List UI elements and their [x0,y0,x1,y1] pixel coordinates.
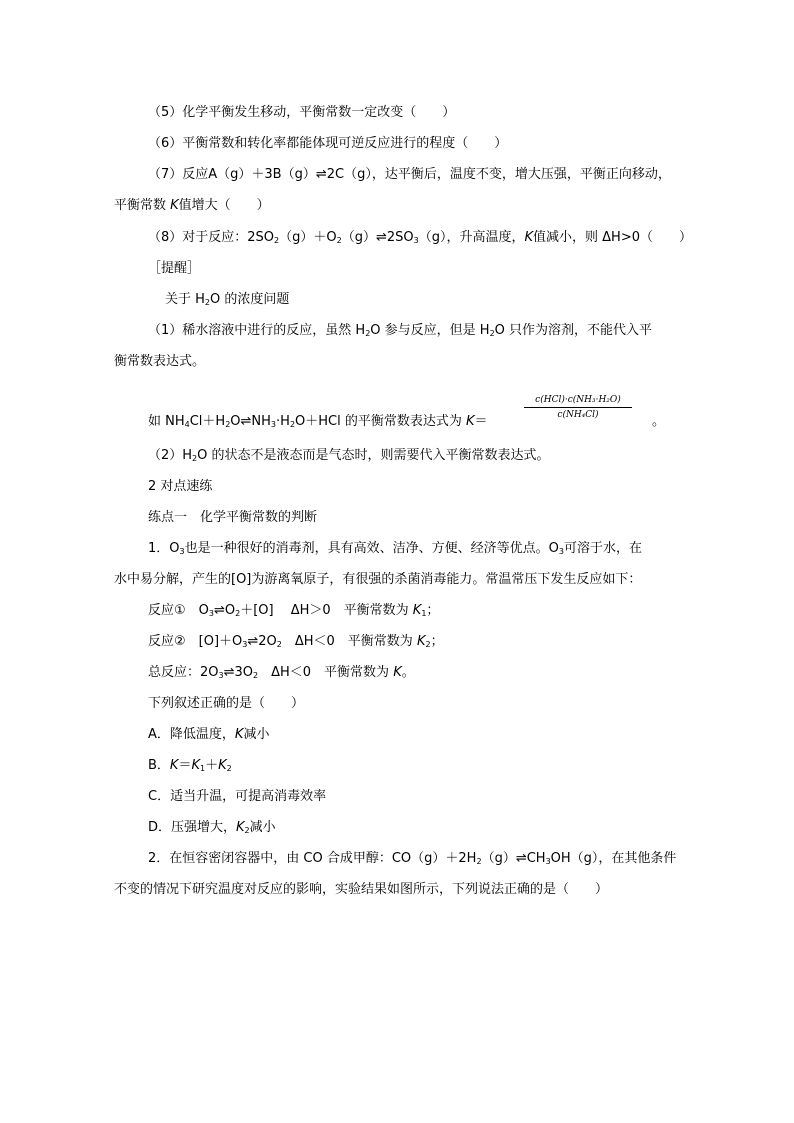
problem-2-line-2: 不变的情况下研究温度对反应的影响，实验结果如图所示，下列说法正确的是（ ） [114,882,609,897]
problem-2-line-1: 2．在恒容密闭容器中，由 CO 合成甲醇：$CO(g)+2H_2(g)\rightleftharpoons CH_3OH(g)$，在其他条件 [148,851,677,866]
question-7-line-2: 平衡常数 K值增大（ ） [114,198,270,213]
reaction-total: 总反应：$2O_3\rightleftharpoons 3O_2$ ΔH＜0 平衡常数为 K。 [148,665,415,680]
fraction-denominator: c(NH₄Cl) [557,410,599,420]
question-8: （8）对于反应：$2SO_2(g)+O_2(g)\rightleftharpoons 2SO_3(g)$，升高温度，K值减小，则 ΔH>0（ ） [148,230,692,245]
section-heading: 2 对点速练 [148,479,213,494]
subsection-heading: 练点一 化学平衡常数的判断 [148,510,318,525]
h2o-title: 关于 $H_2O$ 的浓度问题 [165,292,290,307]
example-period: 。 [652,414,666,429]
h2o-note-1-line-2: 衡常数表达式。 [114,354,206,369]
problem-1-line-1: 1．$O_3$也是一种很好的消毒剂，具有高效、洁净、方便、经济等优点。$O_3$可溶于水，在 [148,541,642,556]
h2o-note-1-line-1: （1）稀水溶液中进行的反应，虽然 $H_2O$ 参与反应，但是 $H_2O$ 只作为溶剂，不能代入平 [148,323,653,338]
option-b: B．$K=K_1+K_2$ [148,758,232,773]
question-6: （6）平衡常数和转化率都能体现可逆反应进行的程度（ ） [148,136,508,151]
option-a: A．降低温度，K减小 [148,727,270,742]
fraction-numerator: c(HCl)·c(NH₃·H₂O) [524,394,632,408]
option-d: D．压强增大，$K_2$减小 [148,820,276,835]
reaction-1: 反应① $O_3\rightleftharpoons O_2+[O]$ ΔH＞0 平衡常数为 $K_1$； [148,603,440,618]
equilibrium-fraction [524,394,632,421]
example-expression: 如 $NH_4Cl+H_2O\rightleftharpoons NH_3\cdot H_2O+HCl$ 的平衡常数表达式为 K＝ [148,414,488,429]
question-7-line-1: （7）反应A（g）＋3B（g）⇌2C（g），达平衡后，温度不变，增大压强，平衡正向移动， [148,167,671,182]
h2o-note-2: $(2)H_2O$ 的状态不是液态而是气态时，则需要代入平衡常数表达式。 [148,448,550,463]
problem-1-line-2: 水中易分解，产生的[O]为游离氧原子，有很强的杀菌消毒能力。常温常压下发生反应如下： [114,572,642,587]
reminder-label: ［提醒］ [148,261,201,276]
question-5: （5）化学平衡发生移动，平衡常数一定改变（ ） [148,105,456,120]
option-c: C．适当升温，可提高消毒效率 [148,789,327,804]
reaction-2: 反应② $[O]+O_3\rightleftharpoons 2O_2$ ΔH＜0 平衡常数为 $K_2$； [148,634,444,649]
question-prompt: 下列叙述正确的是（ ） [148,696,305,711]
